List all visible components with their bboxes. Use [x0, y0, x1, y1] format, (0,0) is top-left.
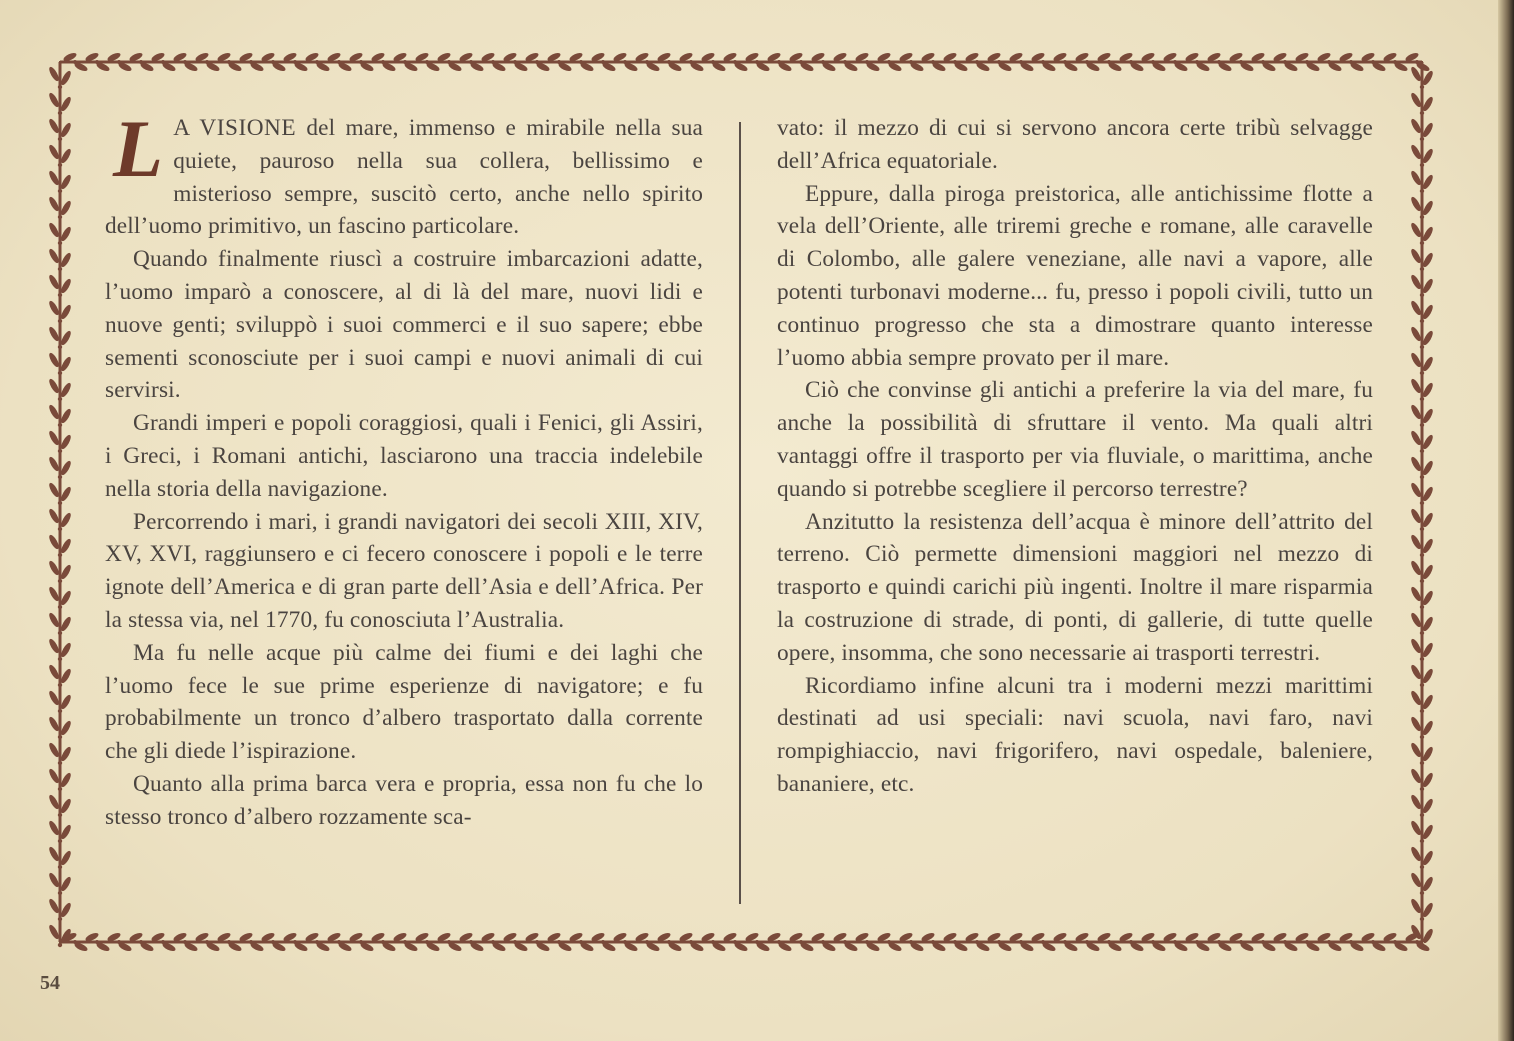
- paragraph: Anzitutto la resistenza dell’acqua è minore dell’attrito del terreno. Ciò permette dimensioni maggiori nel mezzo di trasporto e quindi carichi più ingenti. Inoltre il mare risparmia la costruzione di strade, di ponti, di gallerie, di tutte quelle opere, insomma, che sono necessarie ai trasporti terrestri.: [777, 508, 1373, 666]
- border-vine-horizontal: [60, 931, 1431, 952]
- continued-paragraph: vato: il mezzo di cui si servono ancora certe tribù selvagge dell’Africa equatoriale.: [777, 115, 1373, 174]
- intro-opening-words: A VISIONE: [173, 115, 297, 141]
- right-text-column: [777, 112, 1373, 801]
- intro-paragraph-text: del mare, immenso e mirabile nella sua quiete, pauroso nella sua collera, bellissimo e misterioso sempre, suscitò certo, anche nello spirito dell’uomo primitivo, un fascino particolare.: [105, 115, 703, 240]
- paragraph: Ciò che convinse gli antichi a preferire la via del mare, fu anche la possibilità di sfruttare il vento. Ma quali altri vantaggi offre il trasporto per via fluviale, o marittima, anche quando si potrebbe scegliere il percorso terrestre?: [777, 377, 1373, 502]
- border-vine-vertical: [47, 62, 72, 947]
- border-vine-horizontal: [60, 51, 1431, 72]
- paragraph: Quando finalmente riuscì a costruire imbarcazioni adatte, l’uomo imparò a conoscere, al di là del mare, nuovi lidi e nuove genti; sviluppò i suoi commerci e il suo sapere; ebbe sementi sconosciute per i suoi campi e nuovi animali di cui servirsi.: [105, 246, 703, 404]
- paragraph: Quanto alla prima barca vera e propria, essa non fu che lo stesso tronco d’albero rozzamente sca-: [105, 770, 703, 830]
- column-divider: [739, 122, 741, 904]
- paragraph: Ma fu nelle acque più calme dei fiumi e dei laghi che l’uomo fece le sue prime esperienze di navigatore; e fu probabilmente un tronco d’albero trasportato dalla corrente che gli diede l’ispirazione.: [105, 639, 703, 765]
- border-vine-vertical: [1409, 62, 1434, 947]
- paragraph: Ricordiamo infine alcuni tra i moderni mezzi marittimi destinati ad usi speciali: navi scuola, navi faro, navi rompighiaccio, navi frigorifero, navi ospedale, baleniere, bananiere, etc.: [777, 672, 1373, 797]
- intro-paragraph: [105, 103, 703, 243]
- drop-cap-letter: L: [113, 103, 164, 194]
- left-text-column: [105, 103, 703, 834]
- paragraph: Percorrendo i mari, i grandi navigatori dei secoli XIII, XIV, XV, XVI, raggiunsero e ci fecero conoscere i popoli e le terre ignote dell’America e di gran parte dell’Asia e dell’Africa. Per la stessa via, nel 1770, fu conosciuta l’Australia.: [105, 508, 703, 633]
- page-number: 54: [40, 972, 60, 994]
- paragraph: Eppure, dalla piroga preistorica, alle antichissime flotte a vela dell’Oriente, alle triremi greche e romane, alle caravelle di Colombo, alle galere veneziane, alle navi a vapore, alle potenti turbonavi moderne... fu, presso i popoli civili, tutto un continuo progresso che sta a dimostrare quanto interesse l’uomo abbia sempre provato per il mare.: [777, 180, 1373, 371]
- paragraph: Grandi imperi e popoli coraggiosi, quali i Fenici, gli Assiri, i Greci, i Romani antichi, lasciarono una traccia indelebile nella storia della navigazione.: [105, 410, 703, 502]
